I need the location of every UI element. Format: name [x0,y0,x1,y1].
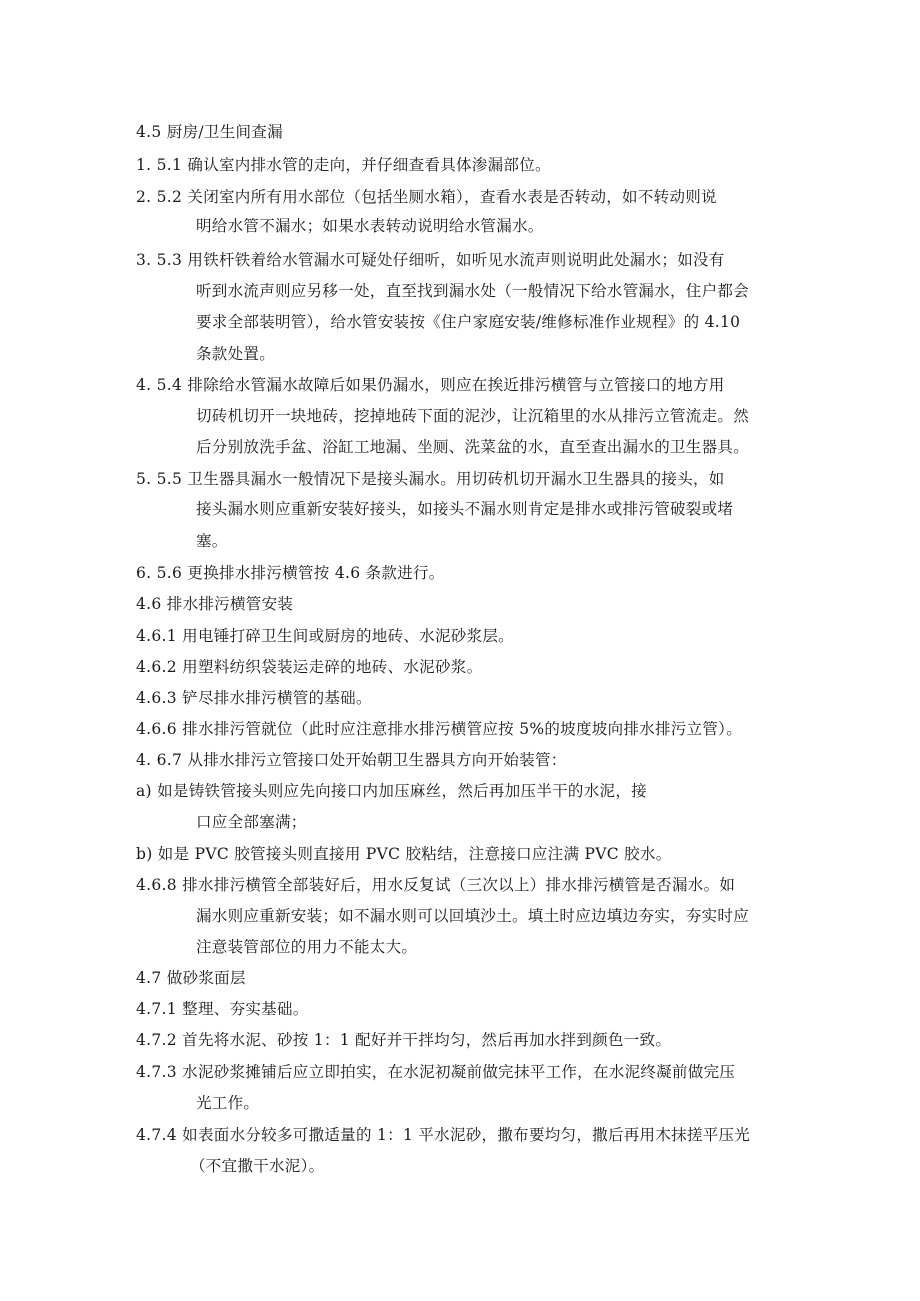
step-4-7-2: 4.7.2 首先将水泥、砂按 1：1 配好并干拌均匀，然后再加水拌到颜色一致。 [136,1031,672,1049]
step-4-6-8-cont: 注意装管部位的用力不能太大。 [196,938,418,956]
heading-4-6: 4.6 排水排污横管安装 [136,595,294,613]
heading-4-5: 4.5 厨房/卫生间查漏 [136,123,283,141]
list-item-5-cont: 接头漏水则应重新安装好接头，如接头不漏水则肯定是排水或排污管破裂或堵 [196,500,734,518]
sub-item-a-cont: 口应全部塞满； [196,813,307,831]
heading-4-7: 4.7 做砂浆面层 [136,969,246,987]
list-item-3-cont: 条款处置。 [196,345,276,363]
list-item-6: 6. 5.6 更换排水排污横管按 4.6 条款进行。 [136,564,445,582]
list-item-4-cont: 后分别放洗手盆、浴缸工地漏、坐厕、洗菜盆的水，直至查出漏水的卫生器具。 [196,438,750,456]
step-4-6-6: 4.6.6 排水排污管就位（此时应注意排水排污横管应按 5%的坡度坡向排水排污立管）。 [136,720,743,738]
step-4-7-3: 4.7.3 水泥砂浆摊铺后应立即拍实，在水泥初凝前做完抹平工作，在水泥终凝前做完压 [136,1063,736,1081]
list-item-4: 4. 5.4 排除给水管漏水故障后如果仍漏水，则应在挨近排污横管与立管接口的地方用 [136,376,725,394]
list-item-2: 2. 5.2 关闭室内所有用水部位（包括坐厕水箱），查看水表是否转动，如不转动则说 [136,188,717,206]
list-item-4-cont: 切砖机切开一块地砖，挖掉地砖下面的泥沙，让沉箱里的水从排污立管流走。然 [196,407,750,425]
step-4-6-8: 4.6.8 排水排污横管全部装好后，用水反复试（三次以上）排水排污横管是否漏水。如 [136,876,736,894]
step-4-6-7: 4. 6.7 从排水排污立管接口处开始朝卫生器具方向开始装管： [136,751,567,769]
step-4-6-8-cont: 漏水则应重新安装；如不漏水则可以回填沙土。填土时应边填边夯实，夯实时应 [196,907,750,925]
step-4-7-4: 4.7.4 如表面水分较多可撒适量的 1：1 平水泥砂，撒布要均匀，撒后再用木抹搓平压光 [136,1126,751,1144]
list-item-2-cont: 明给水管不漏水；如果水表转动说明给水管漏水。 [196,217,544,235]
step-4-7-3-cont: 光工作。 [196,1094,260,1112]
list-item-3: 3. 5.3 用铁杆铁着给水管漏水可疑处仔细听，如听见水流声则说明此处漏水；如没有 [136,251,725,269]
step-4-7-4-cont: （不宜撒干水泥）。 [190,1157,325,1175]
list-item-5: 5. 5.5 卫生器具漏水一般情况下是接头漏水。用切砖机切开漏水卫生器具的接头，如 [136,470,725,488]
sub-item-a: a) 如是铸铁管接头则应先向接口内加压麻丝，然后再加压半干的水泥，接 [136,782,647,800]
list-item-5-cont: 塞。 [196,532,228,550]
list-item-3-cont: 要求全部装明管），给水管安装按《住户家庭安装/维修标准作业规程》的 4.10 [196,313,741,331]
sub-item-b: b) 如是 PVC 胶管接头则直接用 PVC 胶粘结，注意接口应注满 PVC 胶水。 [136,845,672,863]
list-item-1: 1. 5.1 确认室内排水管的走向，并仔细查看具体渗漏部位。 [136,156,551,174]
step-4-7-1: 4.7.1 整理、夯实基础。 [136,1000,309,1018]
step-4-6-2: 4.6.2 用塑料纺织袋装运走碎的地砖、水泥砂浆。 [136,658,483,676]
step-4-6-1: 4.6.1 用电锤打碎卫生间或厨房的地砖、水泥砂浆层。 [136,627,514,645]
list-item-3-cont: 听到水流声则应另移一处，直至找到漏水处（一般情况下给水管漏水，住户都会 [196,282,750,300]
step-4-6-3: 4.6.3 铲尽排水排污横管的基础。 [136,689,372,707]
